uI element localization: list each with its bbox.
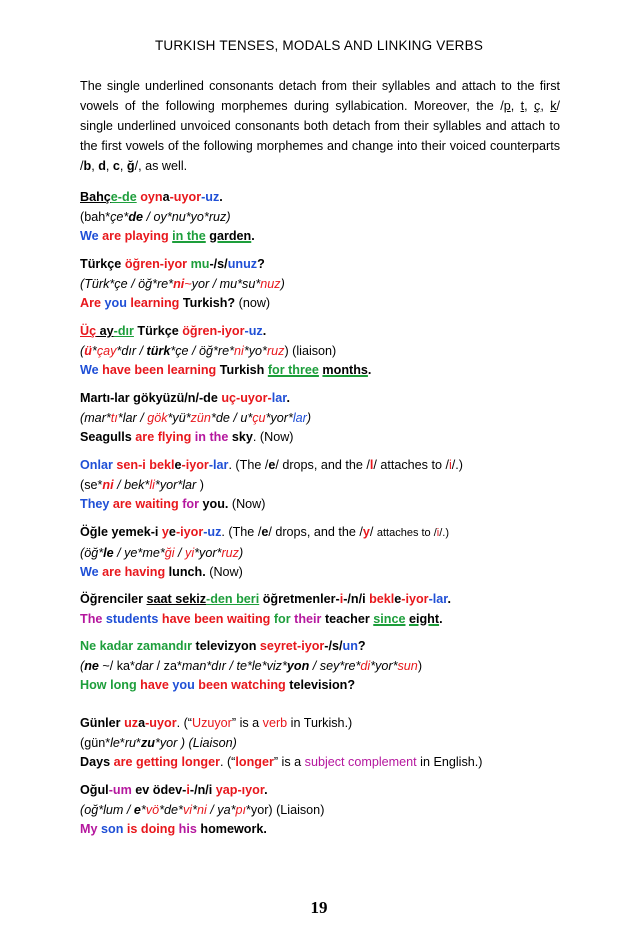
example-4 [80,389,560,448]
english-translation: We are having lunch. (Now) [80,565,243,579]
syllabication: (Türk*çe / öğ*re*ni~yor / mu*su*nuz) [80,276,285,291]
syllabication: (mar*tı*lar / gök*yü*zün*de / u*çu*yor*lar) [80,410,312,425]
example-6 [80,523,560,583]
turkish-sentence: Oğul-um ev ödev-i-/n/i yap-ıyor. [80,783,268,797]
english-translation: Days are getting longer. (“longer” is a subject complement in English.) [80,755,483,769]
page-number: 19 [310,898,328,917]
turkish-sentence: Ne kadar zamandır televizyon seyret-iyor-/s/un? [80,639,366,653]
turkish-sentence: Öğrenciler saat sekiz-den beri öğretmenler-i-/n/i bekle-iyor-lar. [80,592,451,606]
example-8 [80,637,560,696]
example-2 [80,255,560,314]
syllabication: (bah*çe*de / oy*nu*yo*ruz) [80,209,231,224]
syllabication: (gün*le*ru*zu*yor ) (Liaison) [80,735,237,750]
intro-paragraph: The single underlined consonants detach from their syllables and attach to the first vowels of the following morphemes during syllabication. Moreover, the /p, t, ç, k/ single underlined unvoiced consonants both detach from their syllables and attach to the first vowels of the following morphemes and change into their voiced counterparts /b, d, c, ğ/, as well. [80,79,561,173]
turkish-sentence: Günler uza-uyor. (“Uzuyor” is a verb in Turkish.) [80,716,353,730]
syllabication: (oğ*lum / e*vö*de*vi*ni / ya*pı*yor) (Liaison) [80,802,325,817]
english-translation: Are you learning Turkish? (now) [80,296,271,310]
turkish-sentence: Martı-lar gökyüzü/n/-de uç-uyor-lar. [80,391,290,405]
example-1 [80,188,560,247]
turkish-sentence: Bahçe-de oyna-uyor-uz. [80,190,223,204]
syllabication: (ü*çay*dır / türk*çe / öğ*re*ni*yo*ruz) (liaison) [80,343,337,358]
turkish-sentence: Üç ay-dır Türkçe öğren-iyor-uz. [80,324,267,338]
turkish-sentence: Öğle yemek-i ye-iyor-uz. (The /e/ drops, and the /y/ attaches to /i/.) [80,525,450,539]
english-translation: How long have you been watching television? [80,678,356,692]
example-10 [80,781,560,840]
example-9 [80,714,560,773]
example-5 [80,456,560,515]
example-3 [80,322,560,381]
running-header: TURKISH TENSES, MODALS AND LINKING VERBS [154,38,484,53]
syllabication: (ne ~/ ka*dar / za*man*dır / te*le*viz*yon / sey*re*di*yor*sun) [80,658,423,673]
english-translation: My son is doing his homework. [80,822,267,836]
english-translation: Seagulls are flying in the sky. (Now) [80,430,294,444]
turkish-sentence: Türkçe öğren-iyor mu-/s/unuz? [80,257,265,271]
english-translation: The students have been waiting for their teacher since eight. [80,611,443,626]
english-translation: We are playing in the garden. [80,229,255,243]
english-translation: We have been learning Turkish for three months. [80,363,372,377]
english-translation: They are waiting for you. (Now) [80,497,266,511]
example-7 [80,590,560,629]
syllabication: (se*ni / bek*li*yor*lar ) [80,477,204,492]
syllabication: (öğ*le / ye*me*ği / yi*yor*ruz) [80,545,244,560]
turkish-sentence: Onlar sen-i bekle-iyor-lar. (The /e/ drops, and the /l/ attaches to /i/.) [80,458,463,472]
